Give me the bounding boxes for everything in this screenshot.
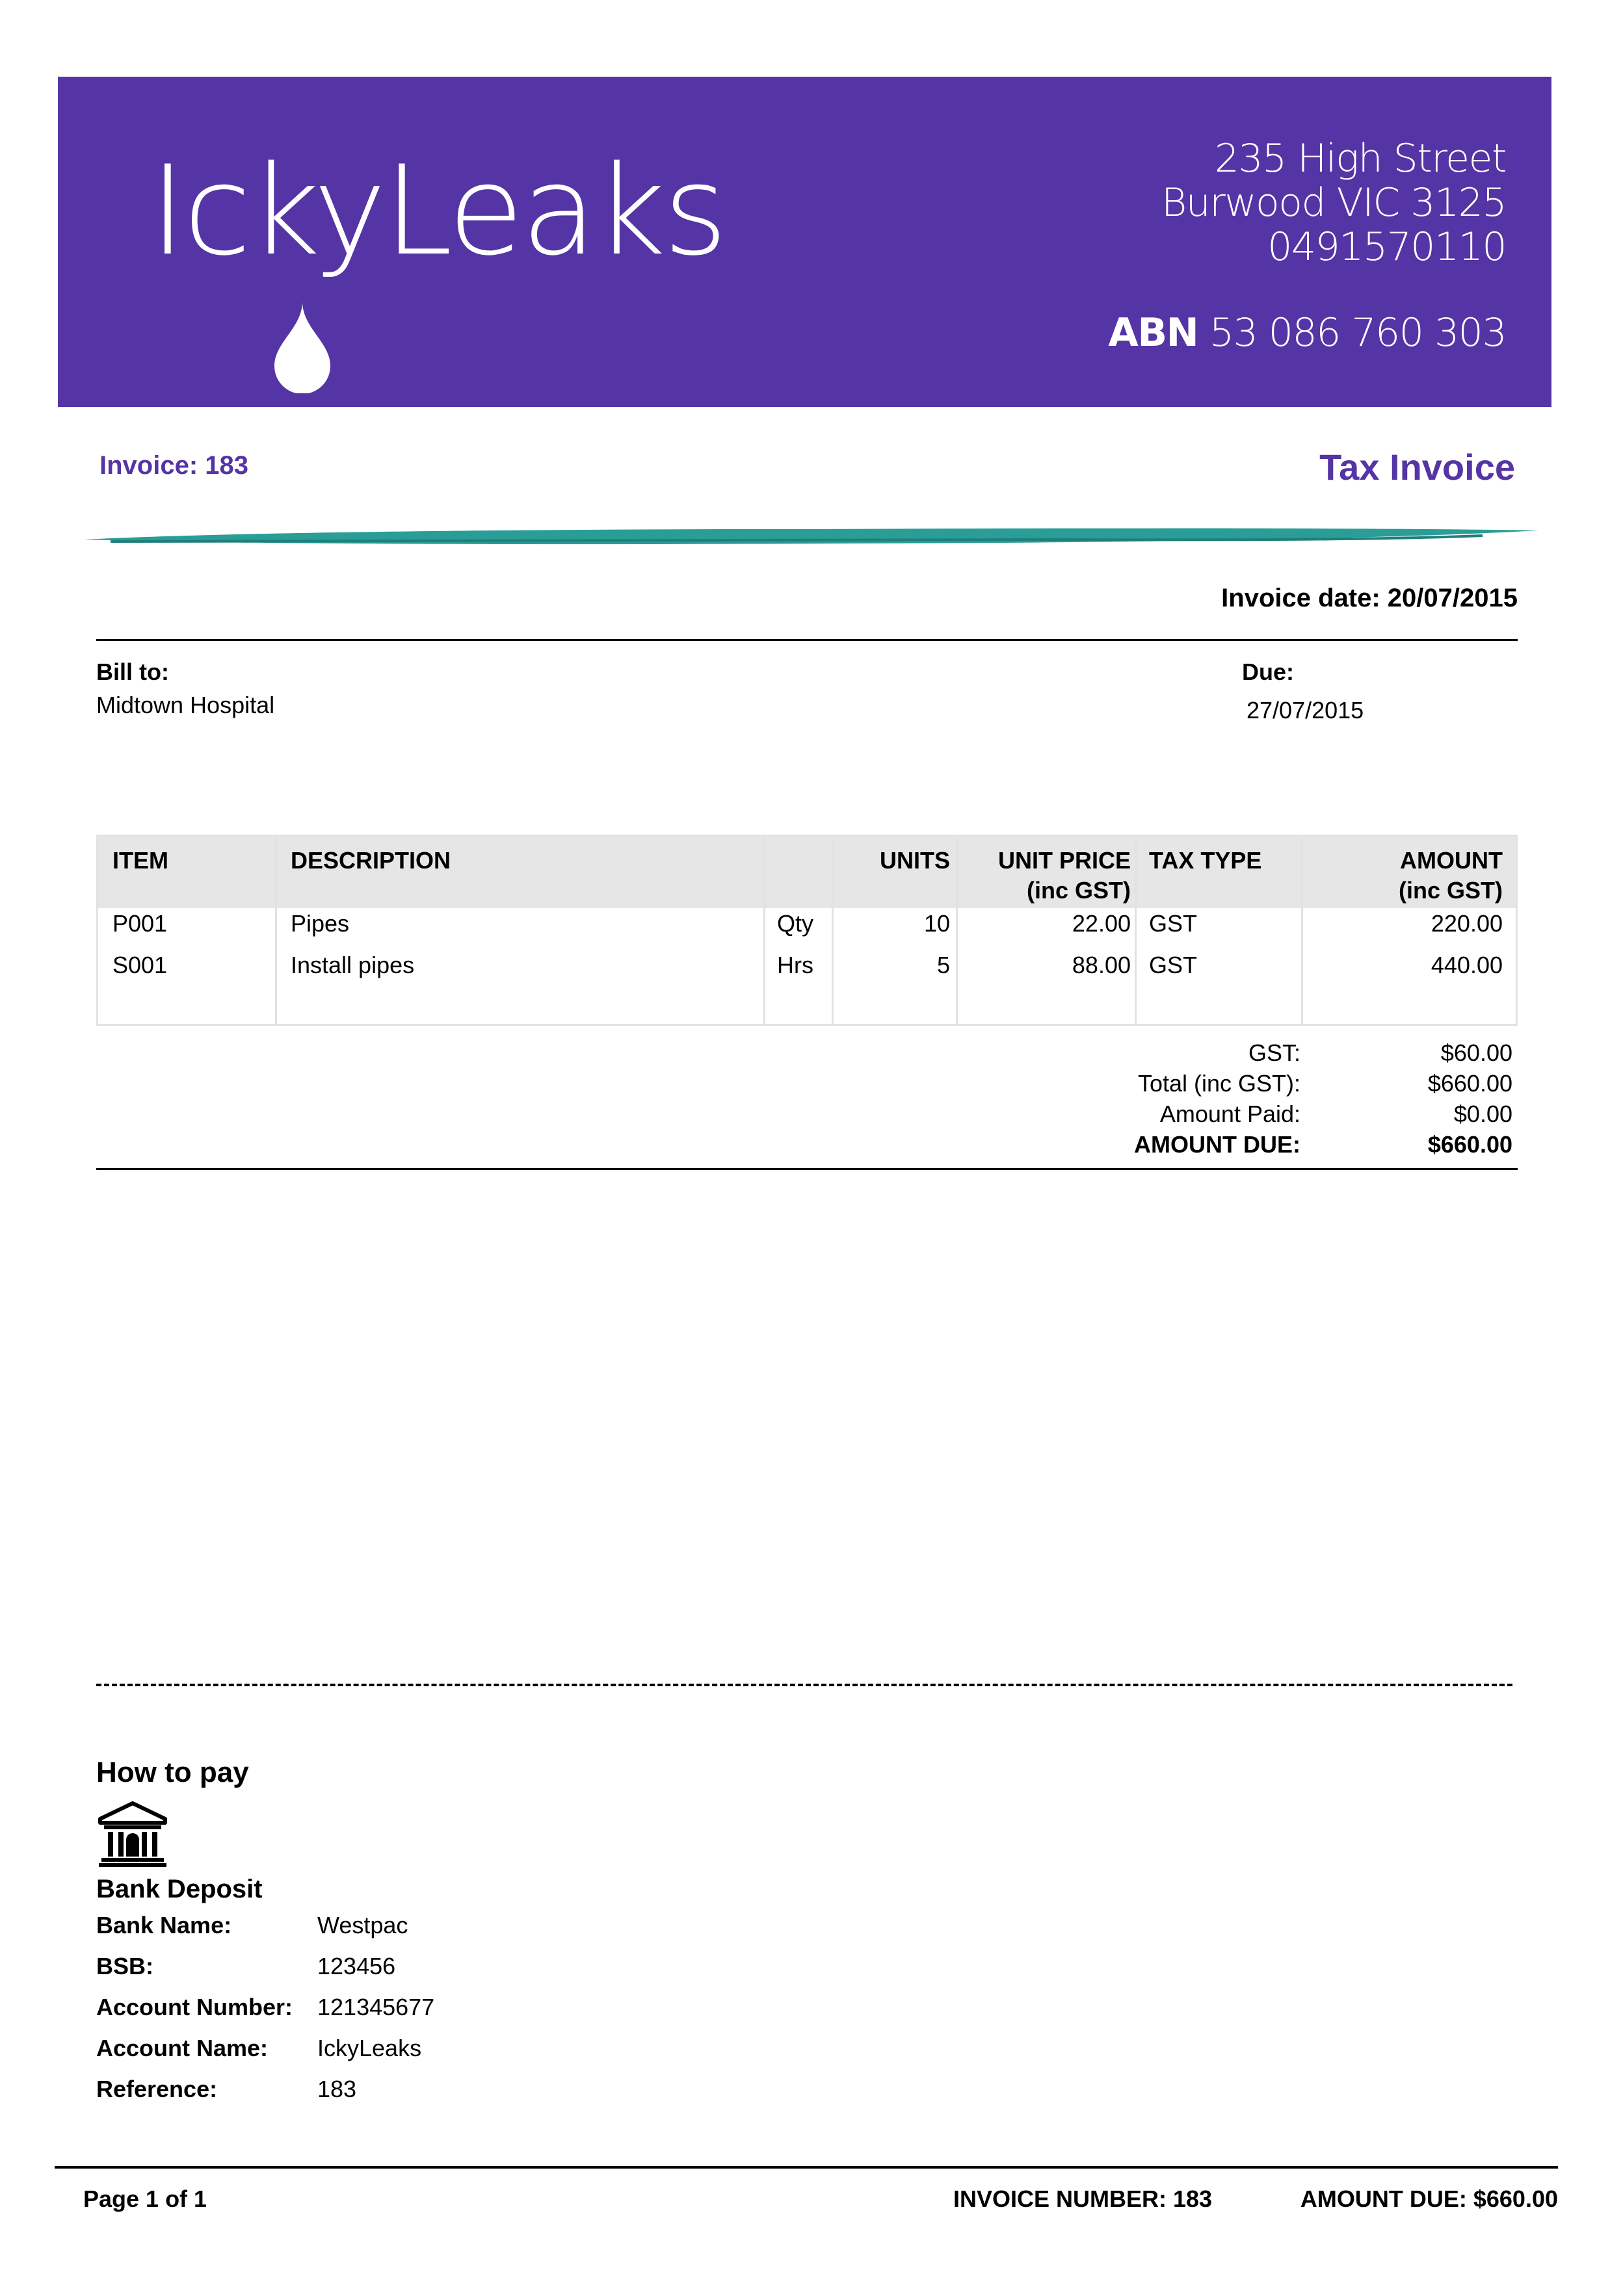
column-divider <box>275 837 277 1024</box>
header-amount-line2: (inc GST) <box>1399 877 1503 904</box>
amount-due-label: AMOUNT DUE: <box>1134 1131 1300 1158</box>
invoice-number: Invoice: 183 <box>99 451 249 480</box>
row-amount: 220.00 <box>1431 910 1503 937</box>
account-name-value: IckyLeaks <box>317 2035 422 2061</box>
row-unit-type: Hrs <box>777 952 813 978</box>
footer-invoice-number: INVOICE NUMBER: 183 <box>953 2185 1213 2212</box>
header-tax-type: TAX TYPE <box>1149 847 1262 874</box>
bank-name-label: Bank Name: <box>96 1912 232 1938</box>
abn <box>1108 311 1506 355</box>
account-name-label: Account Name: <box>96 2035 269 2061</box>
row-unit-type: Qty <box>777 910 814 937</box>
row-amount: 440.00 <box>1431 952 1503 978</box>
reference-value: 183 <box>317 2076 357 2102</box>
total-value: $660.00 <box>1427 1070 1512 1097</box>
row-units: 10 <box>923 910 950 937</box>
column-divider <box>832 837 834 1024</box>
bsb-value: 123456 <box>317 1953 396 1979</box>
logo-text: IckyLeaks <box>150 139 726 283</box>
header-unit-price-line1: UNIT PRICE <box>997 847 1131 874</box>
row-description: Pipes <box>291 910 350 937</box>
bill-to-name: Midtown Hospital <box>96 692 275 718</box>
header-unit-price-line2: (inc GST) <box>1027 877 1131 904</box>
footer-amount-due: AMOUNT DUE: $660.00 <box>1300 2185 1558 2212</box>
row-item: P001 <box>112 910 168 937</box>
amount-paid-value: $0.00 <box>1453 1101 1512 1127</box>
cut-line <box>96 1684 1512 1686</box>
amount-due-value: $660.00 <box>1427 1131 1512 1158</box>
header-amount-line1: AMOUNT <box>1400 847 1503 874</box>
due-date: 27/07/2015 <box>1247 697 1364 724</box>
gst-label: GST: <box>1248 1039 1300 1066</box>
header-amount <box>1399 846 1503 906</box>
company-logo <box>150 139 726 397</box>
items-table <box>96 835 1518 1026</box>
gst-value: $60.00 <box>1440 1039 1512 1066</box>
bill-to-label: Bill to: <box>96 659 169 685</box>
address-street: 235 High Street <box>1214 136 1506 181</box>
abn-number: 53 086 760 303 <box>1209 310 1506 356</box>
how-to-pay-title: How to pay <box>96 1756 249 1788</box>
column-divider <box>763 837 765 1024</box>
bank-icon <box>98 1801 168 1868</box>
column-divider <box>1135 837 1137 1024</box>
row-unit-price: 22.00 <box>1072 910 1131 937</box>
bank-name-value: Westpac <box>317 1912 408 1938</box>
water-drop-icon <box>273 302 332 393</box>
column-divider <box>956 837 958 1024</box>
page-number: Page 1 of 1 <box>83 2185 207 2212</box>
address-city: Burwood VIC 3125 <box>1161 180 1506 226</box>
row-item: S001 <box>112 952 168 978</box>
account-number-label: Account Number: <box>96 1994 293 2020</box>
brush-stroke-divider <box>85 520 1538 553</box>
total-label: Total (inc GST): <box>1137 1070 1300 1097</box>
due-label: Due: <box>1242 659 1294 685</box>
footer-divider <box>55 2166 1558 2169</box>
reference-label: Reference: <box>96 2076 218 2102</box>
invoice-date: Invoice date: 20/07/2015 <box>1221 584 1518 612</box>
document-title: Tax Invoice <box>1319 447 1515 488</box>
divider <box>96 1168 1518 1170</box>
phone-number: 0491570110 <box>1267 224 1506 270</box>
payment-method: Bank Deposit <box>96 1875 263 1903</box>
bsb-label: BSB: <box>96 1953 153 1979</box>
divider <box>96 639 1518 641</box>
column-divider <box>1301 837 1303 1024</box>
row-description: Install pipes <box>291 952 415 978</box>
abn-label: ABN <box>1108 310 1198 356</box>
account-number-value: 121345677 <box>317 1994 435 2020</box>
header-unit-price <box>998 846 1131 906</box>
row-tax-type: GST <box>1149 952 1198 978</box>
header-item: ITEM <box>112 847 168 874</box>
row-tax-type: GST <box>1149 910 1198 937</box>
amount-paid-label: Amount Paid: <box>1159 1101 1300 1127</box>
header-units: UNITS <box>880 847 950 874</box>
header-description: DESCRIPTION <box>291 847 451 874</box>
row-units: 5 <box>936 952 950 978</box>
row-unit-price: 88.00 <box>1072 952 1131 978</box>
